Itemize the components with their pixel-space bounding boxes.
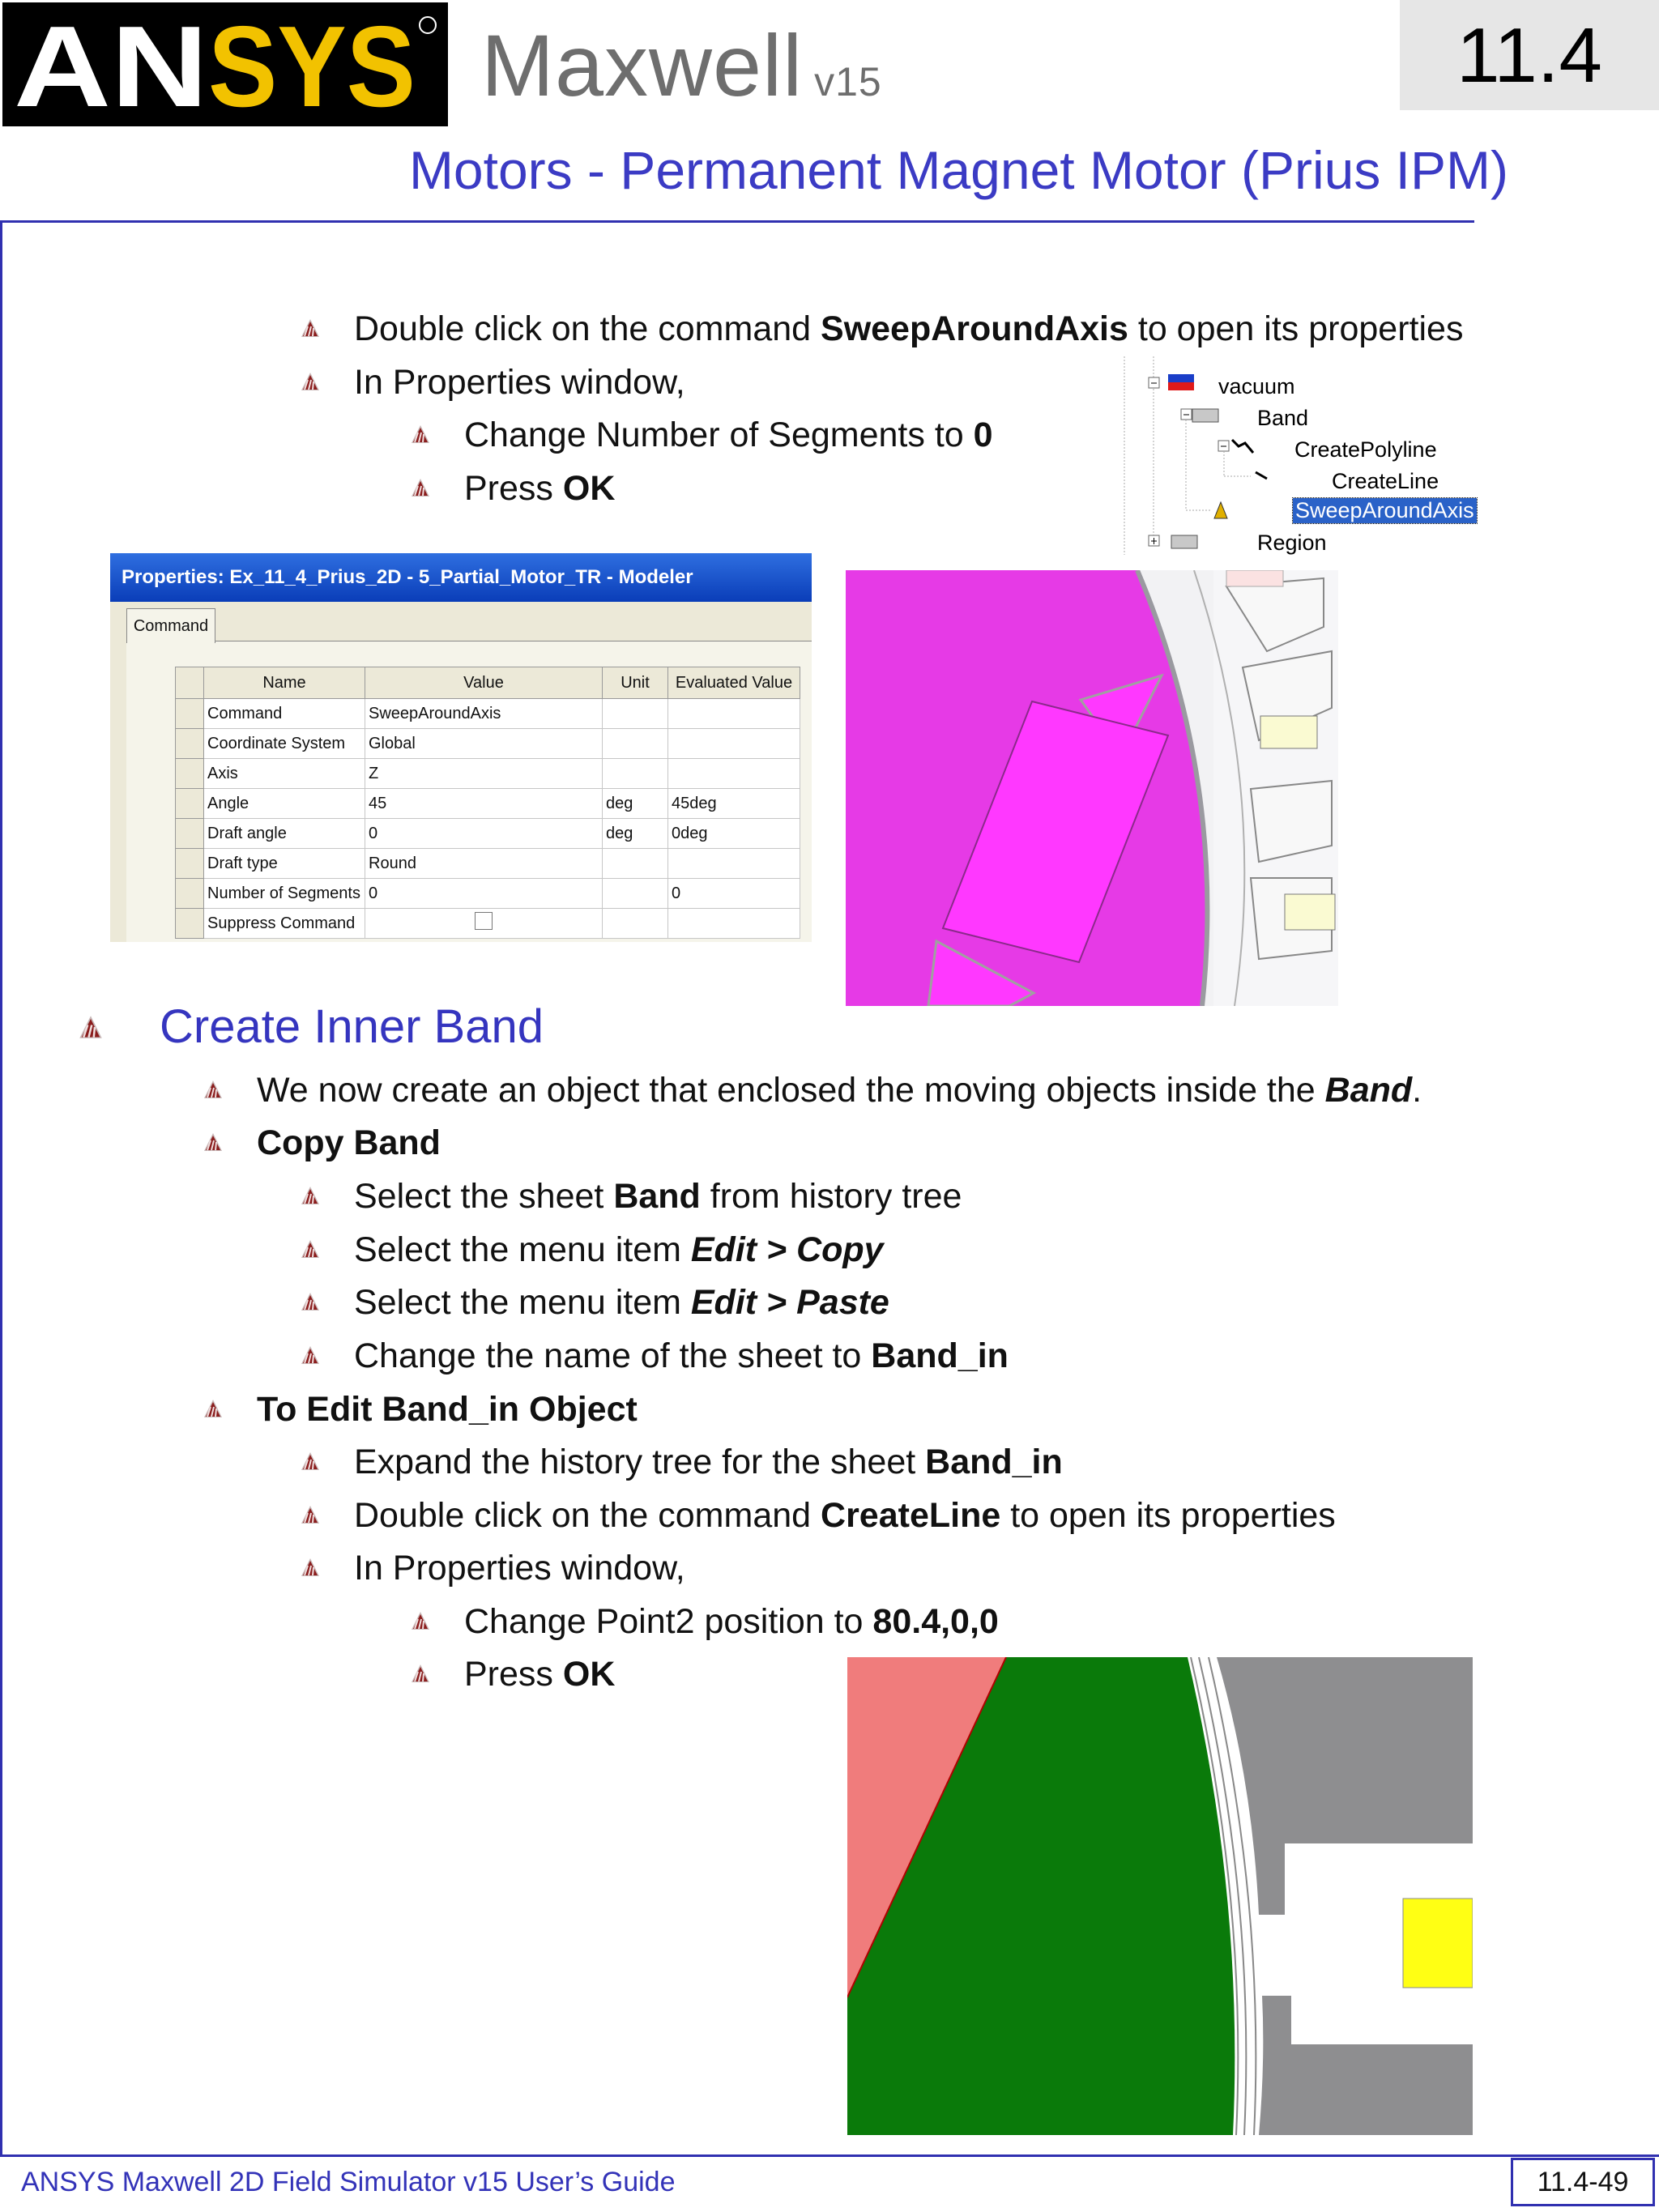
table-row[interactable]: [176, 789, 800, 819]
bullet-icon: [203, 1080, 223, 1099]
cell-value[interactable]: 0: [365, 879, 603, 909]
copy-band-heading: Copy Band: [257, 1126, 441, 1161]
step-press-ok-2: Press OK: [464, 1657, 615, 1692]
cell-unit: deg: [603, 789, 668, 819]
tree-item-band[interactable]: Band: [1257, 406, 1309, 430]
cell-name: Angle: [204, 789, 365, 819]
column-header-name: Name: [204, 667, 365, 699]
tree-item-createpolyline[interactable]: CreatePolyline: [1294, 437, 1437, 462]
cell-evaluated: [668, 909, 800, 939]
cell-name: Draft type: [204, 849, 365, 879]
cell-unit: [603, 729, 668, 759]
bullet-icon: [411, 1664, 430, 1683]
section-heading: Create Inner Band: [160, 1004, 544, 1051]
tree-item-vacuum[interactable]: vacuum: [1218, 374, 1295, 399]
bullet-icon: [411, 1611, 430, 1630]
cell-value[interactable]: 45: [365, 789, 603, 819]
row-header-corner: [176, 667, 204, 699]
bullet-icon: [301, 1558, 320, 1577]
page-number: 11.4-49: [1537, 2167, 1629, 2197]
tab-command[interactable]: Command: [126, 608, 215, 643]
table-row[interactable]: [176, 849, 800, 879]
svg-text:SYS: SYS: [208, 2, 416, 126]
footer-rule: [0, 2154, 1659, 2157]
column-header-unit: Unit: [603, 667, 668, 699]
cell-unit: deg: [603, 819, 668, 849]
product-version: v15: [814, 59, 882, 104]
cell-unit: [603, 909, 668, 939]
dialog-title: Properties: Ex_11_4_Prius_2D - 5_Partial_Motor_TR - Modeler: [110, 553, 812, 602]
svg-text:AN: AN: [14, 2, 208, 126]
cell-evaluated: 0: [668, 879, 800, 909]
polyline-icon: [1232, 440, 1253, 453]
cell-name: Axis: [204, 759, 365, 789]
cell-unit: [603, 879, 668, 909]
bullet-icon: [301, 1505, 320, 1524]
cell-evaluated: [668, 849, 800, 879]
cell-evaluated: [668, 759, 800, 789]
page-title: Motors - Permanent Magnet Motor (Prius IPM): [408, 140, 1508, 200]
cell-name: Draft angle: [204, 819, 365, 849]
cell-value[interactable]: [365, 909, 603, 939]
bullet-icon: [301, 1451, 320, 1471]
bullet-icon: [301, 1345, 320, 1365]
bullet-icon: [301, 1239, 320, 1259]
step-expand-tree: Expand the history tree for the sheet Band_in: [354, 1445, 1063, 1480]
column-header-value: Value: [365, 667, 603, 699]
bullet-icon: [203, 1399, 223, 1418]
cell-name: Coordinate System: [204, 729, 365, 759]
bullet-icon: [301, 1186, 320, 1205]
tree-item-sweeparoundaxis[interactable]: SweepAroundAxis: [1293, 498, 1477, 523]
cell-unit: [603, 759, 668, 789]
ansys-logo: [2, 2, 448, 126]
vacuum-icon: [1168, 374, 1194, 390]
step-select-band: Select the sheet Band from history tree: [354, 1179, 962, 1214]
edit-band-in-heading: To Edit Band_in Object: [257, 1392, 638, 1427]
sweep-icon: [1214, 502, 1227, 518]
bullet-icon: [301, 372, 320, 391]
title-rule: [0, 220, 1474, 223]
cell-value[interactable]: 0: [365, 819, 603, 849]
region-icon: [1171, 535, 1197, 548]
motor-sweep-view: [846, 570, 1338, 1006]
cell-name: Suppress Command: [204, 909, 365, 939]
column-header-evaluated: Evaluated Value: [668, 667, 800, 699]
history-tree[interactable]: [1121, 356, 1518, 555]
table-row[interactable]: [176, 819, 800, 849]
bullet-icon: [301, 318, 320, 338]
step-edit-paste: Select the menu item Edit > Paste: [354, 1285, 889, 1320]
left-rule: [0, 220, 2, 2156]
product-name: Maxwell v15: [481, 16, 882, 114]
footer-guide-title: ANSYS Maxwell 2D Field Simulator v15 User’s Guide: [21, 2167, 676, 2197]
line-icon: [1256, 472, 1267, 479]
properties-grid: [175, 667, 800, 939]
bullet-icon: [301, 1292, 320, 1311]
cell-unit: [603, 699, 668, 729]
step-segments: Change Number of Segments to 0: [464, 418, 993, 453]
step-createline: Double click on the command CreateLine to open its properties: [354, 1498, 1336, 1533]
cell-evaluated: 0deg: [668, 819, 800, 849]
intro-text: We now create an object that enclosed the moving objects inside the Band.: [257, 1073, 1422, 1108]
bullet-icon: [411, 424, 430, 444]
suppress-checkbox[interactable]: [475, 912, 493, 930]
cell-unit: [603, 849, 668, 879]
bullet-icon: [79, 1015, 103, 1039]
step-properties: In Properties window,: [354, 365, 685, 400]
cell-evaluated: [668, 699, 800, 729]
cell-value[interactable]: Z: [365, 759, 603, 789]
cell-value[interactable]: SweepAroundAxis: [365, 699, 603, 729]
table-row[interactable]: [176, 909, 800, 939]
cell-value[interactable]: Global: [365, 729, 603, 759]
step-sweep: Double click on the command SweepAroundAxis to open its properties: [354, 312, 1463, 347]
table-row[interactable]: [176, 879, 800, 909]
table-row[interactable]: [176, 729, 800, 759]
tree-item-region[interactable]: Region: [1257, 531, 1327, 555]
tree-item-createline[interactable]: CreateLine: [1332, 469, 1439, 493]
bullet-icon: [411, 478, 430, 497]
step-edit-copy: Select the menu item Edit > Copy: [354, 1233, 884, 1268]
cell-name: Command: [204, 699, 365, 729]
bullet-icon: [203, 1132, 223, 1152]
step-rename: Change the name of the sheet to Band_in: [354, 1339, 1009, 1374]
table-row[interactable]: [176, 759, 800, 789]
properties-dialog: [110, 553, 812, 942]
step-press-ok: Press OK: [464, 471, 615, 506]
section-number: 11.4: [1456, 12, 1602, 99]
inner-band-view: [847, 1657, 1473, 2135]
cell-value[interactable]: Round: [365, 849, 603, 879]
step-properties-2: In Properties window,: [354, 1551, 685, 1586]
cell-evaluated: [668, 729, 800, 759]
step-point2: Change Point2 position to 80.4,0,0: [464, 1605, 999, 1639]
table-row[interactable]: [176, 699, 800, 729]
sheet-icon: [1192, 409, 1218, 422]
cell-name: Number of Segments: [204, 879, 365, 909]
cell-evaluated: 45deg: [668, 789, 800, 819]
